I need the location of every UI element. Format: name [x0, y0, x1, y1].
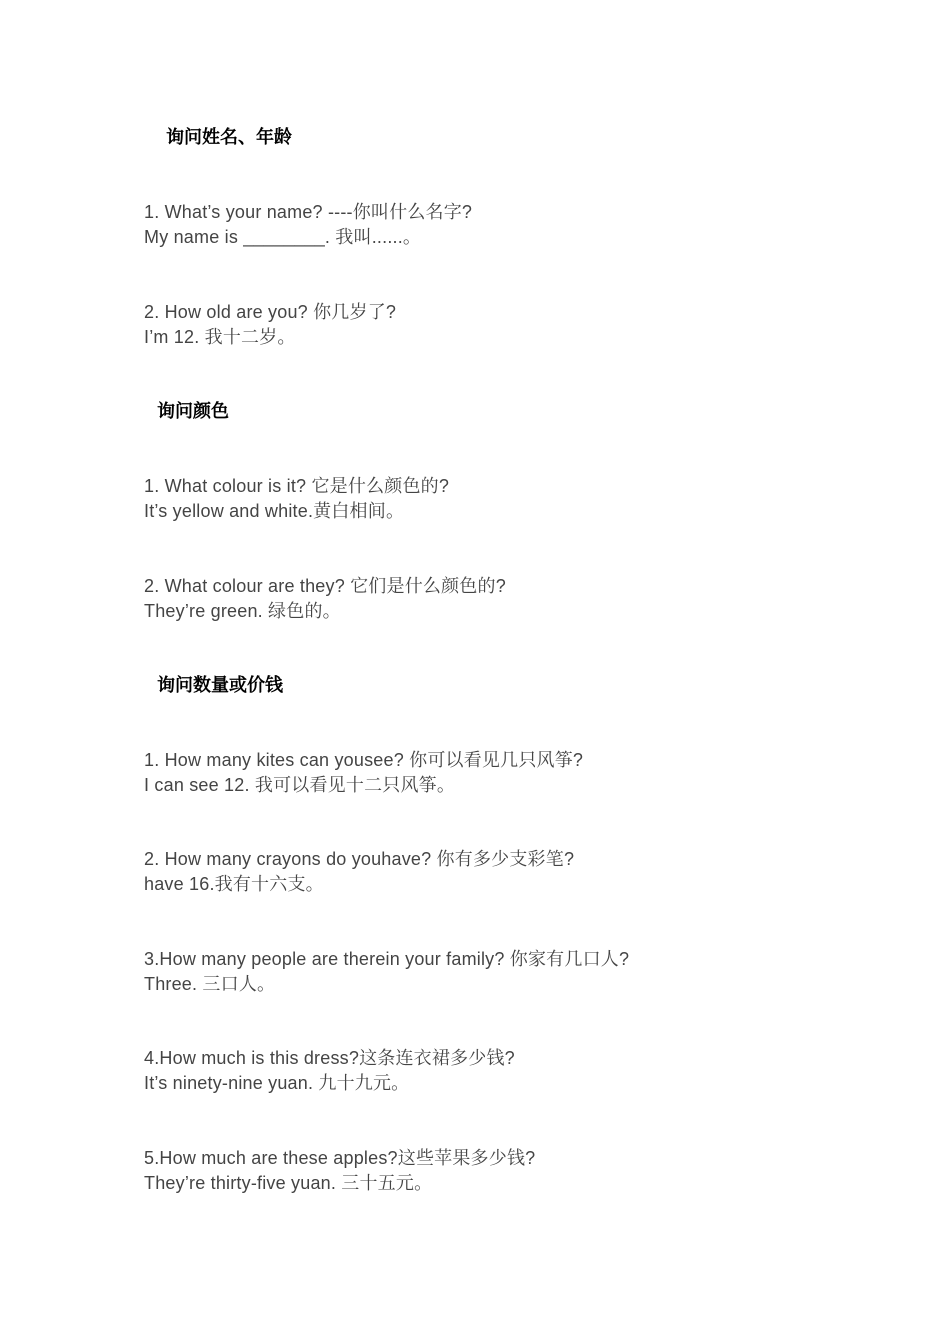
answer-line: They’re thirty-five yuan. 三十五元。	[144, 1173, 433, 1193]
answer-line: It’s ninety-nine yuan. 九十九元。	[144, 1073, 410, 1093]
question-line: 2. What colour are they? 它们是什么颜色的?	[144, 576, 506, 596]
question-line: 1. What’s your name? ----你叫什么名字?	[144, 202, 473, 222]
section-heading-name-age: 询问姓名、年龄	[166, 127, 292, 148]
question-line: 3.How many people are therein your family? 你家有几口人?	[144, 949, 630, 969]
section-heading-quantity-price: 询问数量或价钱	[157, 675, 283, 696]
answer-line: have 16.我有十六支。	[144, 874, 324, 894]
question-line: 1. How many kites can yousee? 你可以看见几只风筝?	[144, 750, 584, 770]
answer-line: Three. 三口人。	[144, 974, 276, 994]
question-line: 1. What colour is it? 它是什么颜色的?	[144, 476, 450, 496]
question-line: 2. How old are you? 你几岁了?	[144, 302, 397, 322]
section-heading-colour: 询问颜色	[157, 401, 229, 422]
answer-line: It’s yellow and white.黄白相间。	[144, 501, 405, 521]
answer-line: I can see 12. 我可以看见十二只风筝。	[144, 775, 456, 795]
answer-line: I’m 12. 我十二岁。	[144, 327, 296, 347]
answer-line: They’re green. 绿色的。	[144, 601, 341, 621]
answer-line: My name is ________. 我叫......。	[144, 227, 422, 247]
question-line: 5.How much are these apples?这些苹果多少钱?	[144, 1148, 536, 1168]
question-line: 4.How much is this dress?这条连衣裙多少钱?	[144, 1048, 515, 1068]
question-line: 2. How many crayons do youhave? 你有多少支彩笔?	[144, 849, 575, 869]
